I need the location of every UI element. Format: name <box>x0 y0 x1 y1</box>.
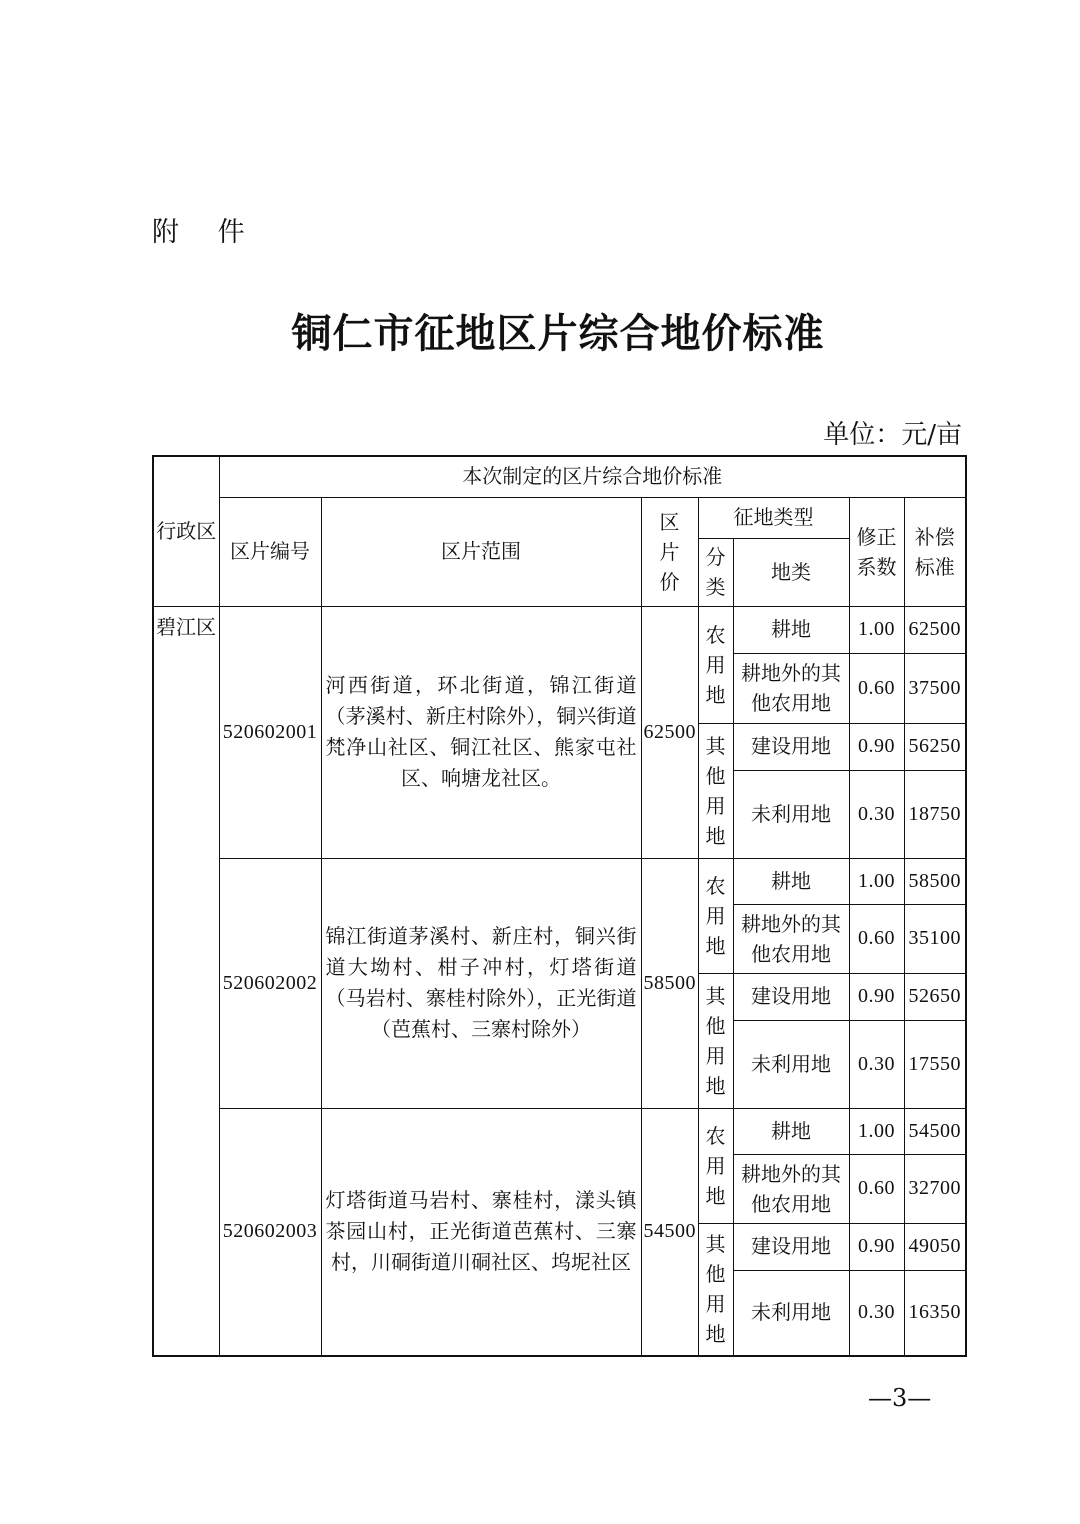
table-row <box>153 858 966 904</box>
coefficient-cell: 0.30 <box>849 1020 904 1108</box>
header-price-text: 区片价 <box>659 509 680 594</box>
coefficient-cell: 1.00 <box>849 1108 904 1154</box>
category-cell <box>698 858 733 973</box>
category-cell <box>698 723 733 858</box>
landtype-cell: 建设用地 <box>733 723 849 770</box>
header-type-group: 征地类型 <box>698 497 849 538</box>
landtype-cell <box>733 904 849 973</box>
header-standard-text: 补偿标准 <box>914 524 955 579</box>
category-cell <box>698 606 733 723</box>
landtype-cell <box>733 1154 849 1223</box>
zone-scope: 灯塔街道马岩村、寨桂村，漾头镇茶园山村，正光街道芭蕉村、三寨村，川硐街道川硐社区、坞坭社区 <box>321 1108 641 1356</box>
header-district: 行政区 <box>153 456 219 606</box>
land-price-table <box>152 455 967 1357</box>
standard-cell: 56250 <box>904 723 966 770</box>
header-category <box>698 538 733 606</box>
coefficient-cell: 0.60 <box>849 904 904 973</box>
category-text: 农用地 <box>705 1123 726 1208</box>
zone-price: 58500 <box>641 858 698 1108</box>
header-coefficient-text: 修正系数 <box>856 524 897 579</box>
landtype-cell: 建设用地 <box>733 1223 849 1270</box>
category-text: 其他用地 <box>705 983 726 1098</box>
page-number: —3— <box>868 1384 932 1412</box>
page-title: 铜仁市征地区片综合地价标准 <box>291 311 825 357</box>
header-code: 区片编号 <box>219 497 321 606</box>
standard-cell: 58500 <box>904 858 966 904</box>
landtype-cell <box>733 653 849 723</box>
coefficient-cell: 0.30 <box>849 770 904 858</box>
category-text: 其他用地 <box>705 733 726 848</box>
coefficient-cell: 0.90 <box>849 973 904 1020</box>
coefficient-cell: 0.30 <box>849 1270 904 1356</box>
standard-cell: 35100 <box>904 904 966 973</box>
unit-label: 单位：元/亩 <box>823 420 962 450</box>
header-landtype: 地类 <box>733 538 849 606</box>
standard-cell: 62500 <box>904 606 966 653</box>
zone-scope: 锦江街道茅溪村、新庄村，铜兴街道大坳村、柑子冲村，灯塔街道（马岩村、寨桂村除外），正光街道（芭蕉村、三寨村除外） <box>321 858 641 1108</box>
attachment-label: 附 件 <box>152 217 249 248</box>
category-cell <box>698 973 733 1108</box>
landtype-cell: 未利用地 <box>733 1270 849 1356</box>
coefficient-cell: 0.60 <box>849 653 904 723</box>
landtype-cell: 未利用地 <box>733 1020 849 1108</box>
landtype-text: 耕地外的其他农用地 <box>741 911 841 966</box>
header-row-2 <box>153 497 966 538</box>
standard-cell: 17550 <box>904 1020 966 1108</box>
coefficient-cell: 0.90 <box>849 1223 904 1270</box>
table-row <box>153 606 966 653</box>
zone-code: 520602001 <box>219 606 321 858</box>
header-price <box>641 497 698 606</box>
landtype-text: 耕地外的其他农用地 <box>741 661 841 715</box>
category-cell <box>698 1108 733 1223</box>
standard-cell: 16350 <box>904 1270 966 1356</box>
header-standard <box>904 497 966 606</box>
table-row <box>153 1108 966 1154</box>
category-cell <box>698 1223 733 1356</box>
landtype-cell: 建设用地 <box>733 973 849 1020</box>
landtype-text: 耕地外的其他农用地 <box>741 1161 841 1216</box>
landtype-cell: 耕地 <box>733 1108 849 1154</box>
standard-cell: 37500 <box>904 653 966 723</box>
category-text: 其他用地 <box>705 1232 726 1347</box>
standard-cell: 54500 <box>904 1108 966 1154</box>
coefficient-cell: 0.60 <box>849 1154 904 1223</box>
landtype-cell: 耕地 <box>733 606 849 653</box>
category-text: 农用地 <box>705 873 726 958</box>
coefficient-cell: 1.00 <box>849 858 904 904</box>
category-text: 农用地 <box>705 622 726 707</box>
zone-price: 54500 <box>641 1108 698 1356</box>
header-category-text: 分类 <box>705 545 726 599</box>
coefficient-cell: 1.00 <box>849 606 904 653</box>
standard-cell: 18750 <box>904 770 966 858</box>
standard-cell: 52650 <box>904 973 966 1020</box>
landtype-cell: 耕地 <box>733 858 849 904</box>
zone-price: 62500 <box>641 606 698 858</box>
coefficient-cell: 0.90 <box>849 723 904 770</box>
zone-scope: 河西街道，环北街道，锦江街道（茅溪村、新庄村除外），铜兴街道梵净山社区、铜江社区、熊家屯社区、响塘龙社区。 <box>321 606 641 858</box>
landtype-cell: 未利用地 <box>733 770 849 858</box>
standard-cell: 49050 <box>904 1223 966 1270</box>
zone-code: 520602002 <box>219 858 321 1108</box>
zone-code: 520602003 <box>219 1108 321 1356</box>
header-row-1 <box>153 456 966 497</box>
header-group-title: 本次制定的区片综合地价标准 <box>219 456 966 497</box>
district-cell: 碧江区 <box>153 606 219 1356</box>
header-coefficient <box>849 497 904 606</box>
header-scope: 区片范围 <box>321 497 641 606</box>
standard-cell: 32700 <box>904 1154 966 1223</box>
